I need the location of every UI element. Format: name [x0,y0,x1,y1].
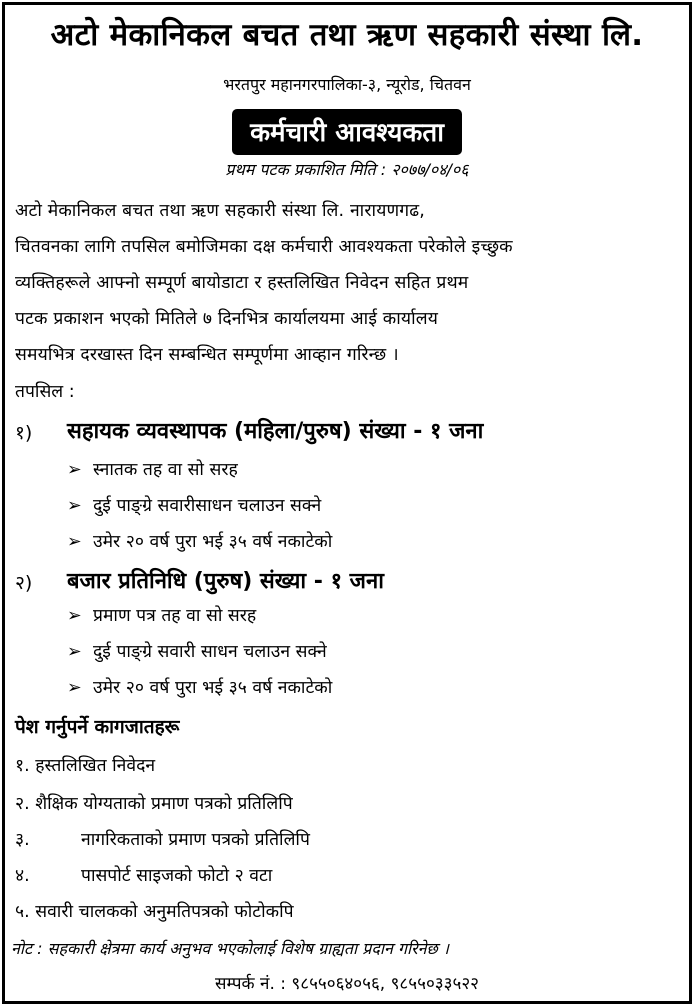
document-number: १. [15,756,30,776]
intro-line: पटक प्रकाशन भएको मितिले ७ दिनभित्र कार्यालयमा आई कार्यालय [15,309,439,329]
requirement-item [67,675,332,699]
document-item [15,863,272,887]
intro-line: अटो मेकानिकल बचत तथा ऋण सहकारी संस्था लि. नारायणगढ, [15,201,426,221]
requirement-text: स्नातक तह वा सो सरह [93,460,238,480]
document-text: नागरिकताको प्रमाण पत्रको प्रतिलिपि [81,830,310,850]
document-text: शैक्षिक योग्यताको प्रमाण पत्रको प्रतिलिपि [35,794,293,814]
intro-line: चितवनका लागि तपसिल बमोजिमका दक्ष कर्मचारी आवश्यकता परेकोले इच्छुक [15,237,513,257]
requirement-text: दुई पाङ्ग्रे सवारी साधन चलाउन सक्ने [93,642,327,662]
arrow-bullet-icon: ➢ [67,642,82,662]
documents-heading: पेश गर्नुपर्ने कागजातहरू [15,716,180,738]
contact-number: सम्पर्क नं. : ९८५५०६४०५६, ९८५५०३३५२२ [214,974,479,994]
arrow-bullet-icon: ➢ [67,606,82,626]
position-title: सहायक व्यवस्थापक (महिला/पुरुष) संख्या - १ जना [67,419,484,444]
requirement-item [67,603,256,627]
details-label: तपसिल : [15,382,75,402]
requirement-item [67,457,238,481]
arrow-bullet-icon: ➢ [67,460,82,480]
footer-note: नोट : सहकारी क्षेत्रमा कार्य अनुभव भएकोलाई विशेष ग्राह्यता प्रदान गरिनेछ । [11,939,449,958]
arrow-bullet-icon: ➢ [67,532,82,552]
requirement-text: उमेर २० वर्ष पुरा भई ३५ वर्ष नकाटेको [93,532,333,552]
vacancy-banner: कर्मचारी आवश्यकता [232,109,462,155]
arrow-bullet-icon: ➢ [67,496,82,516]
banner-container [5,109,689,155]
requirement-item [67,639,327,663]
document-item [15,827,310,851]
requirement-text: उमेर २० वर्ष पुरा भई ३५ वर्ष नकाटेको [93,678,333,698]
organization-address: भरतपुर महानगरपालिका-३, न्यूरोड, चितवन [223,75,471,94]
position-title: बजार प्रतिनिधि (पुरुष) संख्या - १ जना [67,569,384,594]
advertisement-frame [2,2,692,1004]
requirement-text: प्रमाण पत्र तह वा सो सरह [93,606,257,626]
publish-date: प्रथम पटक प्रकाशित मिति : २०७७/०४/०६ [225,160,469,179]
intro-line: समयभित्र दरखास्त दिन सम्बन्धित सम्पूर्णमा आव्हान गरिन्छ । [15,345,399,365]
document-text: सवारी चालकको अनुमतिपत्रको फोटोकपि [35,902,294,922]
document-number: ५. [15,902,30,922]
document-number: ३. [15,830,30,850]
document-text: पासपोर्ट साइजको फोटो २ वटा [81,866,273,886]
document-item [15,899,294,923]
arrow-bullet-icon: ➢ [67,678,82,698]
document-text: हस्तलिखित निवेदन [35,756,156,776]
document-number: २. [15,794,30,814]
organization-title: अटो मेकानिकल बचत तथा ऋण सहकारी संस्था लि. [50,17,644,53]
requirement-item [67,529,332,553]
intro-line: व्यक्तिहरूले आफ्नो सम्पूर्ण बायोडाटा र हस्तलिखित निवेदन सहित प्रथम [15,273,469,293]
position-number: १) [15,422,33,444]
document-item [15,791,293,815]
document-item [15,753,155,777]
position-number: २) [15,572,33,594]
requirement-item [67,493,321,517]
requirement-text: दुई पाङ्ग्रे सवारीसाधन चलाउन सक्ने [93,496,322,516]
document-number: ४. [15,866,30,886]
